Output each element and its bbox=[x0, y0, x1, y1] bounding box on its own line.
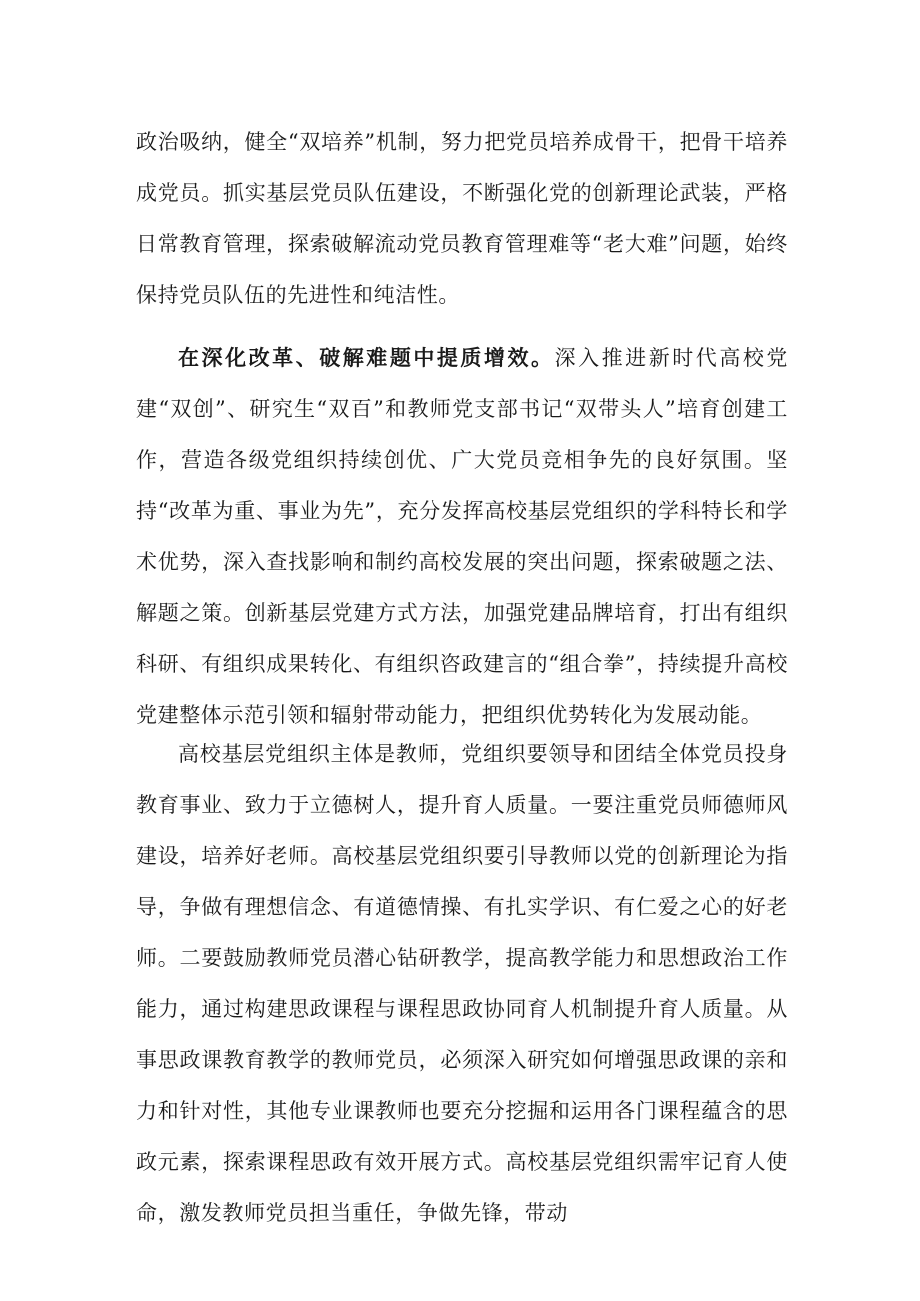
paragraph-2 bbox=[136, 332, 788, 741]
paragraph-3 bbox=[136, 729, 788, 1239]
paragraph-3-text: 高校基层党组织主体是教师，党组织要领导和团结全体党员投身教育事业、致力于立德树人，提升育人质量。一要注重党员师德师风建设，培养好老师。高校基层党组织要引导教师以党的创新理论为指导，争做有理想信念、有道德情操、有扎实学识、有仁爱之心的好老师。二要鼓励教师党员潜心钻研教学，提高教学能力和思想政治工作能力，通过构建思政课程与课程思政协同育人机制提升育人质量。从事思政课教育教学的教师党员，必须深入研究如何增强思政课的亲和力和针对性，其他专业课教师也要充分挖掘和运用各门课程蕴含的思政元素，探索课程思政有效开展方式。高校基层党组织需牢记育人使命，激发教师党员担当重任，争做先锋，带动 bbox=[136, 742, 788, 1225]
paragraph-1 bbox=[136, 117, 788, 321]
paragraph-2-text: 深入推进新时代高校党建“双创”、研究生“双百”和教师党支部书记“双带头人”培育创建工作，营造各级党组织持续创优、广大党员竞相争先的良好氛围。坚持“改革为重、事业为先”，充分发挥高校基层党组织的学科特长和学术优势，深入查找影响和制约高校发展的突出问题，探索破题之法、解题之策。创新基层党建方式方法，加强党建品牌培育，打出有组织科研、有组织成果转化、有组织咨政建言的“组合拳”，持续提升高校党建整体示范引领和辐射带动能力，把组织优势转化为发展动能。 bbox=[136, 346, 788, 727]
paragraph-1-text: 政治吸纳，健全“双培养”机制，努力把党员培养成骨干，把骨干培养成党员。抓实基层党员队伍建设，不断强化党的创新理论武装，严格日常教育管理，探索破解流动党员教育管理难等“老大难”问题，始终保持党员队伍的先进性和纯洁性。 bbox=[136, 130, 788, 307]
paragraph-2-heading: 在深化改革、破解难题中提质增效。 bbox=[178, 345, 555, 370]
